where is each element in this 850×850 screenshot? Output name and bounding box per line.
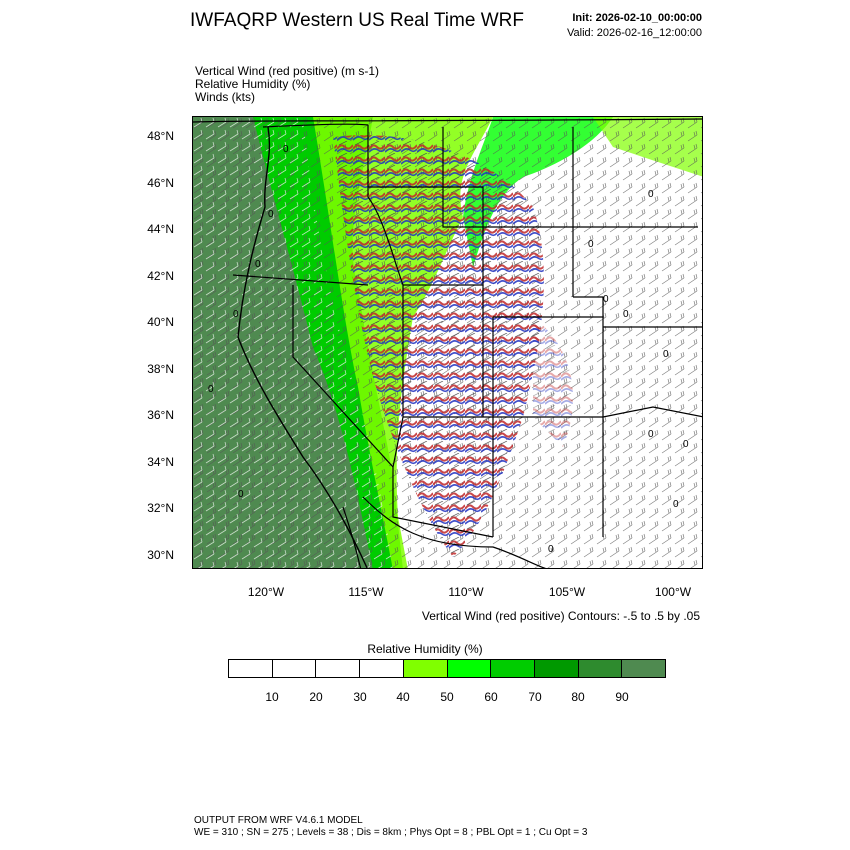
svg-text:0: 0 (238, 489, 244, 500)
colorbar-label-40: 40 (396, 690, 410, 704)
svg-text:0: 0 (683, 439, 689, 450)
svg-text:0: 0 (648, 189, 654, 200)
contour-note: Vertical Wind (red positive) Contours: -.5 to .5 by .05 (421, 609, 700, 623)
svg-text:0: 0 (233, 309, 239, 320)
colorbar-title: Relative Humidity (%) (367, 642, 483, 656)
lat-tick-48: 48°N (147, 129, 174, 143)
svg-text:0: 0 (268, 209, 274, 220)
chart-title: IWFAQRP Western US Real Time WRF (190, 10, 524, 31)
colorbar-box (273, 660, 317, 677)
lat-tick-36: 36°N (147, 408, 174, 422)
lat-tick-34: 34°N (147, 455, 174, 469)
colorbar-box (448, 660, 492, 677)
colorbar-box (622, 660, 665, 677)
lon-tick-110: 110°W (448, 585, 484, 599)
colorbar-label-20: 20 (309, 690, 323, 704)
lat-tick-42: 42°N (147, 269, 174, 283)
svg-text:0: 0 (648, 429, 654, 440)
lon-tick-105: 105°W (548, 585, 586, 599)
colorbar-label-90: 90 (615, 690, 629, 704)
colorbar-label-30: 30 (353, 690, 367, 704)
lon-tick-115: 115°W (348, 585, 384, 599)
colorbar-label-80: 80 (571, 690, 585, 704)
svg-text:0: 0 (603, 294, 609, 305)
colorbar-box (404, 660, 448, 677)
svg-text:0: 0 (255, 259, 261, 270)
lon-tick-100: 100°W (654, 585, 692, 599)
svg-text:0: 0 (623, 309, 629, 320)
colorbar-box (229, 660, 273, 677)
variable-relative-humidity: Relative Humidity (%) (195, 77, 311, 91)
colorbar-label-70: 70 (528, 690, 542, 704)
valid-time: Valid: 2026-02-16_12:00:00 (567, 27, 702, 39)
lat-tick-32: 32°N (147, 501, 174, 515)
colorbar-label-10: 10 (265, 690, 279, 704)
svg-text:0: 0 (208, 384, 214, 395)
init-time: Init: 2026-02-10_00:00:00 (572, 12, 702, 24)
lat-tick-30: 30°N (147, 548, 174, 562)
lat-tick-44: 44°N (147, 222, 174, 236)
model-info-line2: WE = 310 ; SN = 275 ; Levels = 38 ; Dis = 8km ; Phys Opt = 8 ; PBL Opt = 1 ; Cu Opt = 3 (194, 827, 588, 838)
colorbar-label-60: 60 (484, 690, 498, 704)
svg-text:0: 0 (548, 544, 554, 555)
colorbar-box (316, 660, 360, 677)
variable-vertical-wind: Vertical Wind (red positive) (m s-1) (195, 64, 380, 78)
lon-tick-120: 120°W (247, 585, 285, 599)
svg-text:0: 0 (588, 239, 594, 250)
colorbar-box (579, 660, 623, 677)
colorbar (228, 659, 666, 678)
svg-text:0: 0 (663, 349, 669, 360)
colorbar-box (491, 660, 535, 677)
colorbar-label-50: 50 (440, 690, 454, 704)
map-plot (193, 117, 703, 569)
colorbar-box (535, 660, 579, 677)
lat-tick-40: 40°N (147, 315, 174, 329)
weather-map (192, 116, 703, 569)
svg-text:0: 0 (673, 499, 679, 510)
model-info-line1: OUTPUT FROM WRF V4.6.1 MODEL (194, 815, 363, 826)
colorbar-box (360, 660, 404, 677)
lat-tick-46: 46°N (147, 176, 174, 190)
svg-text:0: 0 (283, 144, 289, 155)
lat-tick-38: 38°N (147, 362, 174, 376)
variable-winds: Winds (kts) (195, 90, 255, 104)
